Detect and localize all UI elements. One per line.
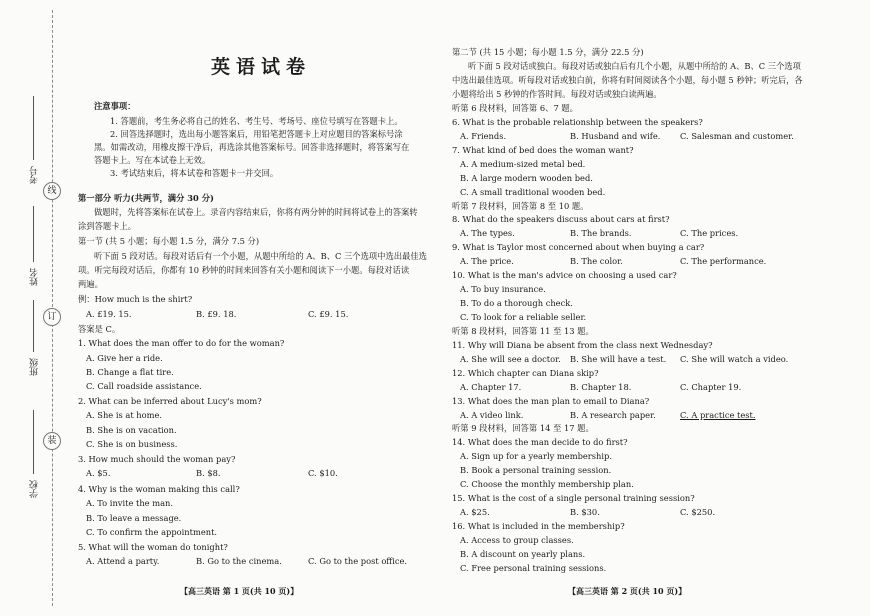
class-label: 班级: [30, 358, 40, 376]
example-option-a: A. £19. 15.: [86, 309, 132, 319]
note-line: 2. 回答选择题时，选出每小题答案后，用铅笔把答题卡上对应题目的答案标号涂: [110, 129, 403, 139]
option: A. The types.: [460, 228, 515, 238]
option: B. She is on vacation.: [86, 425, 177, 435]
page-footer: 【高三英语 第 2 页(共 10 页)】: [568, 586, 687, 596]
option: B. Go to the cinema.: [196, 556, 282, 566]
option: C. She is on business.: [86, 439, 178, 449]
bind-mark-line: 线: [43, 182, 61, 200]
question-9: 9. What is Taylor most concerned about when buying a car?: [452, 242, 705, 252]
school-label: 学校: [30, 480, 40, 498]
option: C. The performance.: [680, 256, 767, 266]
material-9: 听第 9 段材料，回答第 14 至 17 题。: [452, 423, 594, 433]
option: A. A medium-sized metal bed.: [460, 159, 586, 169]
page-footer: 【高三英语 第 1 页(共 10 页)】: [180, 586, 299, 596]
material-8: 听第 8 段材料，回答第 11 至 13 题。: [452, 326, 594, 336]
question-2: 2. What can be inferred about Lucy's mom?: [78, 396, 262, 406]
part1-instruction: 涂到答题卡上。: [78, 221, 137, 231]
option: A. The price.: [460, 256, 514, 266]
option: C. She will watch a video.: [680, 354, 789, 364]
question-6: 6. What is the probable relationship between the speakers?: [452, 117, 703, 127]
note-line: 黑。如需改动，用橡皮擦干净后，再选涂其他答案标号。回答非选择题时，将答案写在: [94, 142, 410, 152]
exam-number-label: 考号: [30, 166, 40, 184]
option: B. A large modern wooden bed.: [460, 173, 593, 183]
section1-instruction: 听下面 5 段对话。每段对话后有一个小题，从题中所给的 A、B、C 三个选项中选出最佳选: [94, 251, 427, 261]
section1-instruction: 项。听完每段对话后，你都有 10 秒钟的时间来回答有关小题和阅读下一小题。每段对话读: [78, 265, 410, 275]
option: B. $8.: [196, 468, 221, 478]
section1-instruction: 两遍。: [78, 279, 103, 289]
option: A. Access to group classes.: [460, 535, 574, 545]
option: C. Salesman and customer.: [680, 131, 794, 141]
option: B. Husband and wife.: [570, 131, 661, 141]
note-line: 答题卡上。写在本试卷上无效。: [94, 155, 211, 165]
option: A. A video link.: [460, 410, 524, 420]
option: B. The brands.: [570, 228, 632, 238]
question-16: 16. What is included in the membership?: [452, 521, 625, 531]
name-line: [33, 206, 34, 262]
option: A. To invite the man.: [86, 498, 174, 508]
question-1: 1. What does the man offer to do for the woman?: [78, 338, 285, 348]
option: B. The color.: [570, 256, 623, 266]
question-13: 13. What does the man plan to email to Diana?: [452, 396, 650, 406]
option: C. Call roadside assistance.: [86, 381, 202, 391]
question-14: 14. What does the man decide to do first?: [452, 437, 628, 447]
option: A. Give her a ride.: [86, 353, 163, 363]
option: C. A small traditional wooden bed.: [460, 187, 606, 197]
note-line: 3. 考试结束后，将本试卷和答题卡一并交回。: [110, 168, 279, 178]
question-7: 7. What kind of bed does the woman want?: [452, 145, 634, 155]
option: B. Change a flat tire.: [86, 367, 174, 377]
section2-instruction: 听下面 5 段对话或独白。每段对话或独白后有几个小题，从题中所给的 A、B、C 三个选项: [468, 61, 801, 71]
option: C. $10.: [308, 468, 338, 478]
section2-title: 第二节 (共 15 小题；每小题 1.5 分，满分 22.5 分): [452, 47, 644, 57]
part1-instruction: 做题时，先将答案标在试卷上。录音内容结束后，你将有两分钟的时间将试卷上的答案转: [94, 207, 418, 217]
question-5: 5. What will the woman do tonight?: [78, 542, 228, 552]
option: C. Choose the monthly membership plan.: [460, 479, 634, 489]
question-10: 10. What is the man's advice on choosing a used car?: [452, 270, 677, 280]
question-3: 3. How much should the woman pay?: [78, 454, 236, 464]
section2-instruction: 小题将给出 5 秒钟的作答时间。每段对话或独白读两遍。: [452, 89, 662, 99]
option: A. $5.: [86, 468, 111, 478]
question-8: 8. What do the speakers discuss about cars at first?: [452, 214, 670, 224]
class-line: [33, 300, 34, 352]
question-11: 11. Why will Diana be absent from the class next Wednesday?: [452, 340, 713, 350]
option: A. Friends.: [460, 131, 507, 141]
option: A. $25.: [460, 507, 490, 517]
option: C. To look for a reliable seller.: [460, 312, 587, 322]
binding-sidebar: [0, 0, 66, 616]
exam-title: 英语试卷: [210, 56, 311, 78]
option: C. Go to the post office.: [308, 556, 408, 566]
example-question: 例：How much is the shirt?: [78, 294, 193, 304]
option: A. Chapter 17.: [460, 382, 522, 392]
option: C. Free personal training sessions.: [460, 563, 607, 573]
example-answer: 答案是 C。: [78, 324, 121, 334]
note-line: 1. 答题前，考生务必将自己的姓名、考生号、考场号、座位号填写在答题卡上。: [110, 116, 403, 126]
option: B. A research paper.: [570, 410, 656, 420]
bind-mark-bind: 订: [43, 308, 61, 326]
option: A. Attend a party.: [86, 556, 160, 566]
option: B. To do a thorough check.: [460, 298, 573, 308]
question-12: 12. Which chapter can Diana skip?: [452, 368, 599, 378]
example-option-c: C. £9. 15.: [308, 309, 349, 319]
option: A. She is at home.: [86, 410, 163, 420]
option: B. She will have a test.: [570, 354, 667, 364]
option: B. Chapter 18.: [570, 382, 632, 392]
exam-number-line: [33, 96, 34, 160]
option: C. The prices.: [680, 228, 739, 238]
question-15: 15. What is the cost of a single personal training session?: [452, 493, 695, 503]
option: A. To buy insurance.: [460, 284, 546, 294]
option: B. A discount on yearly plans.: [460, 549, 586, 559]
section2-instruction: 中选出最佳选项。听每段对话或独白前，你将有时间阅读各个小题，每小题 5 秒钟；听完后，各: [452, 75, 803, 85]
option: A. Sign up for a yearly membership.: [460, 451, 612, 461]
material-6: 听第 6 段材料，回答第 6、7 题。: [452, 103, 578, 113]
option: C. A practice test.: [680, 410, 756, 420]
option: C. Chapter 19.: [680, 382, 742, 392]
option: C. $250.: [680, 507, 716, 517]
option: A. She will see a doctor.: [460, 354, 561, 364]
name-label: 姓名: [30, 268, 40, 286]
section1-title: 第一节 (共 5 小题；每小题 1.5 分，满分 7.5 分): [78, 236, 260, 246]
option: B. $30.: [570, 507, 600, 517]
material-7: 听第 7 段材料，回答第 8 至 10 题。: [452, 201, 589, 211]
notes-title: 注意事项：: [94, 101, 136, 111]
bind-mark-pack: 装: [43, 432, 61, 450]
option: B. Book a personal training session.: [460, 465, 612, 475]
example-option-b: B. £9. 18.: [196, 309, 237, 319]
question-4: 4. Why is the woman making this call?: [78, 484, 240, 494]
part1-title: 第一部分 听力(共两节，满分 30 分): [78, 193, 214, 203]
school-line: [33, 410, 34, 474]
option: C. To confirm the appointment.: [86, 527, 218, 537]
option: B. To leave a message.: [86, 513, 182, 523]
